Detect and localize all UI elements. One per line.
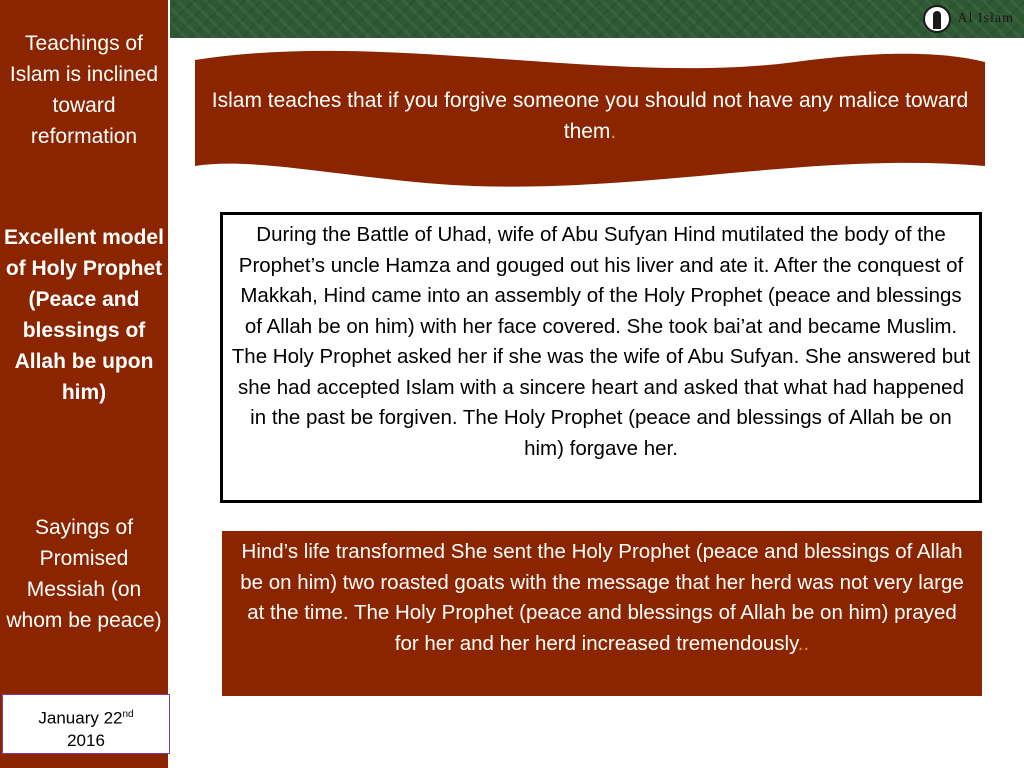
forgiveness-punct: .: [610, 120, 617, 143]
date-suffix: nd: [122, 709, 134, 720]
hind-transformation-box: [222, 531, 982, 696]
date-box: [2, 694, 170, 754]
sidebar-topic-teachings[interactable]: Teachings of Islam is inclined toward reformation: [9, 32, 159, 148]
sidebar-topic-excellent-model[interactable]: Excellent model of Holy Prophet (Peace and blessings of Allah be upon him): [4, 226, 164, 404]
date-year: 2016: [67, 730, 105, 750]
transformation-punct: ..: [797, 631, 810, 655]
minaret-icon: [923, 5, 951, 33]
header-banner: [170, 0, 1024, 38]
date-month-day: January 22: [38, 708, 123, 728]
sidebar: [0, 0, 168, 768]
forgiveness-statement: [205, 85, 975, 147]
forgiveness-text: Islam teaches that if you forgive someone you should not have any malice toward them: [211, 89, 969, 143]
al-islam-logo: [923, 4, 1014, 34]
hind-story-box: During the Battle of Uhad, wife of Abu Sufyan Hind mutilated the body of the Prophet’s uncle Hamza and gouged out his liver and ate it. After the conquest of Makkah, Hind came into an assembly of the Holy Prophet (peace and blessings of Allah be on him) with her face covered. She took bai’at and became Muslim. The Holy Prophet asked her if she was the wife of Abu Sufyan. She answered but she had accepted Islam with a sincere heart and asked that what had happened in the past be forgiven. The Holy Prophet (peace and blessings of Allah be on him) forgave her.: [220, 212, 982, 503]
sidebar-topic-sayings[interactable]: Sayings of Promised Messiah (on whom be peace): [6, 516, 162, 632]
logo-text: Al Islam: [957, 11, 1014, 26]
transformation-text: Hind’s life transformed She sent the Holy Prophet (peace and blessings of Allah be on him) two roasted goats with the message that her herd was not very large at the time. The Holy Prophet (peace and blessings of Allah be on him) prayed for her and her herd increased tremendously: [240, 540, 964, 655]
